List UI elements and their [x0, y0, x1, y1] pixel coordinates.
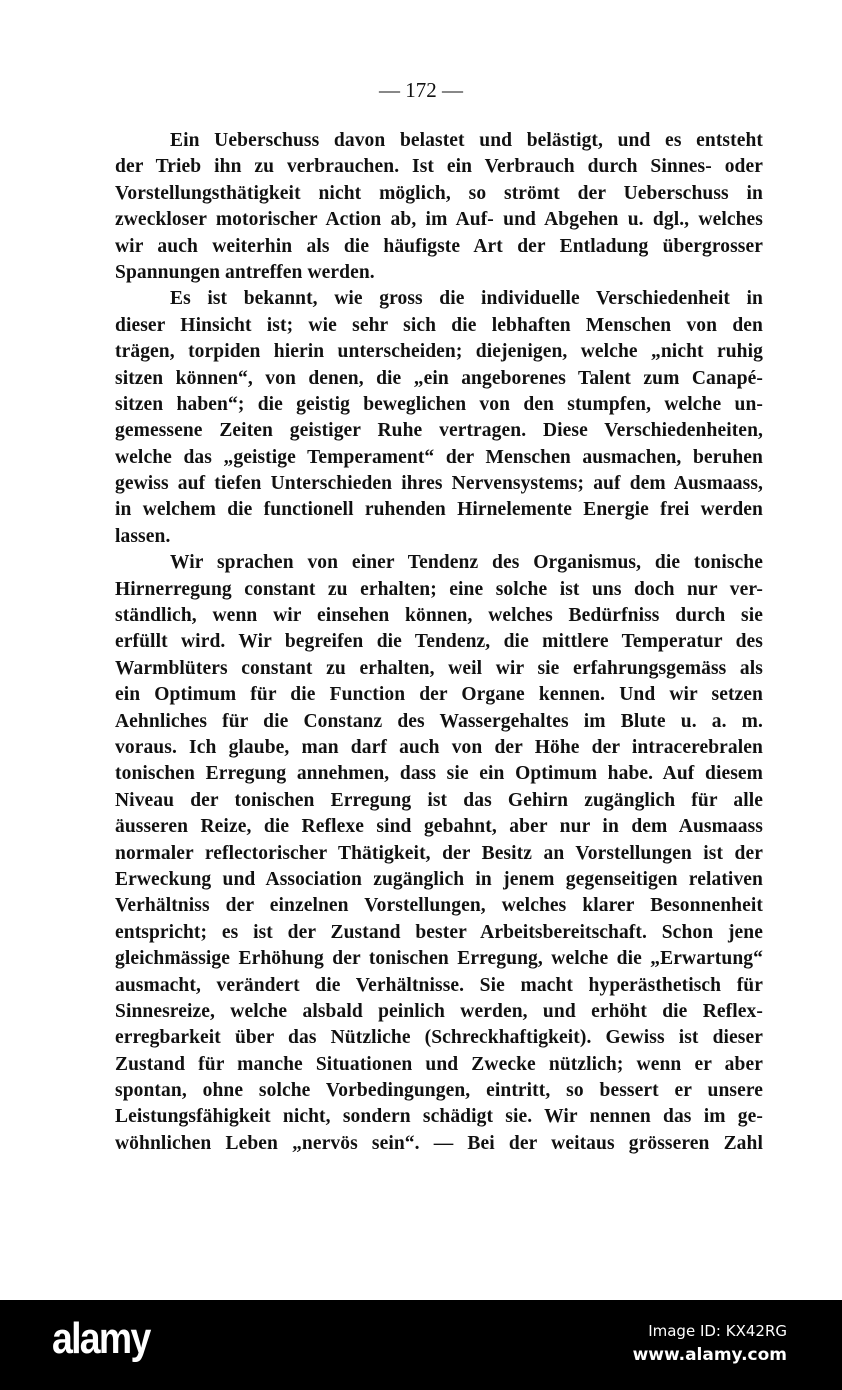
text-line: erregbarkeit über das Nützliche (Schreckhaftigkeit). Gewiss ist dieser: [115, 1027, 763, 1049]
text-line: gemessene Zeiten geistiger Ruhe vertragen. Diese Verschiedenheiten,: [115, 420, 763, 442]
text-line: wir auch weiterhin als die häufigste Art der Entladung übergrosser: [115, 235, 763, 257]
watermark-bar: [0, 1300, 842, 1390]
text-line: Ein Ueberschuss davon belastet und belästigt, und es entsteht: [170, 130, 763, 151]
text-line: voraus. Ich glaube, man darf auch von der Höhe der intracerebralen: [115, 736, 763, 758]
text-line: Zustand für manche Situationen und Zwecke nützlich; wenn er aber: [115, 1053, 763, 1075]
text-line: dieser Hinsicht ist; wie sehr sich die lebhaften Menschen von den: [115, 314, 763, 336]
text-line: der Trieb ihn zu verbrauchen. Ist ein Verbrauch durch Sinnes- oder: [115, 156, 763, 178]
text-line: sitzen können“, von denen, die „ein angeborenes Talent zum Canapé-: [115, 367, 763, 389]
text-line: Leistungsfähigkeit nicht, sondern schädigt sie. Wir nennen das im ge-: [115, 1106, 763, 1128]
text-line: ausmacht, verändert die Verhältnisse. Sie macht hyperästhetisch für: [115, 974, 763, 996]
text-line: äusseren Reize, die Reflexe sind gebahnt, aber nur in dem Ausmaass: [115, 816, 763, 838]
text-line: Vorstellungsthätigkeit nicht möglich, so strömt der Ueberschuss in: [115, 182, 763, 204]
text-line: spontan, ohne solche Vorbedingungen, eintritt, so bessert er unsere: [115, 1080, 763, 1102]
text-line: tonischen Erregung annehmen, dass sie ein Optimum habe. Auf diesem: [115, 763, 763, 785]
text-line: Warmblüters constant zu erhalten, weil wir sie erfahrungsgemäss als: [115, 657, 763, 679]
site-url: www.alamy.com: [632, 1345, 787, 1365]
text-line: entspricht; es ist der Zustand bester Arbeitsbereitschaft. Schon jene: [115, 921, 763, 943]
text-line: Niveau der tonischen Erregung ist das Gehirn zugänglich für alle: [115, 789, 763, 811]
image-id: Image ID: KX42RG: [648, 1322, 787, 1340]
alamy-logo: alamy: [52, 1314, 150, 1363]
text-line: Spannungen antreffen werden.: [115, 261, 375, 283]
text-line: ein Optimum für die Function der Organe kennen. Und wir setzen: [115, 684, 763, 706]
text-line: wöhnlichen Leben „nervös sein“. — Bei der weitaus grösseren Zahl: [115, 1132, 763, 1154]
text-line: welche das „geistige Temperament“ der Menschen ausmachen, beruhen: [115, 446, 763, 468]
text-line: Aehnliches für die Constanz des Wassergehaltes im Blute u. a. m.: [115, 710, 763, 732]
body-text: [115, 128, 763, 1157]
text-line: Es ist bekannt, wie gross die individuelle Verschiedenheit in: [170, 288, 763, 310]
text-line: gewiss auf tiefen Unterschieden ihres Nervensystems; auf dem Ausmaass,: [115, 473, 763, 495]
text-line: lassen.: [115, 525, 171, 547]
text-line: gleichmässige Erhöhung der tonischen Erregung, welche die „Erwartung“: [115, 948, 763, 970]
text-line: Hirnerregung constant zu erhalten; eine solche ist uns doch nur ver-: [115, 578, 763, 600]
text-line: zweckloser motorischer Action ab, im Auf- und Abgehen u. dgl., welches: [115, 209, 763, 231]
text-line: Erweckung und Association zugänglich in jenem gegenseitigen relativen: [115, 868, 763, 890]
text-line: ständlich, wenn wir einsehen können, welches Bedürfniss durch sie: [115, 605, 763, 627]
text-line: erfüllt wird. Wir begreifen die Tendenz, die mittlere Temperatur des: [115, 631, 763, 653]
text-line: Verhältniss der einzelnen Vorstellungen, welches klarer Besonnenheit: [115, 895, 763, 917]
text-line: sitzen haben“; die geistig beweglichen von den stumpfen, welche un-: [115, 393, 763, 415]
text-line: normaler reflectorischer Thätigkeit, der Besitz an Vorstellungen ist der: [115, 842, 763, 864]
page-number: — 172 —: [379, 78, 463, 102]
text-line: Wir sprachen von einer Tendenz des Organismus, die tonische: [170, 552, 763, 574]
text-line: Sinnesreize, welche alsbald peinlich werden, und erhöht die Reflex-: [115, 1000, 763, 1022]
text-line: trägen, torpiden hierin unterscheiden; diejenigen, welche „nicht ruhig: [115, 341, 763, 363]
text-line: in welchem die functionell ruhenden Hirnelemente Energie frei werden: [115, 499, 763, 521]
